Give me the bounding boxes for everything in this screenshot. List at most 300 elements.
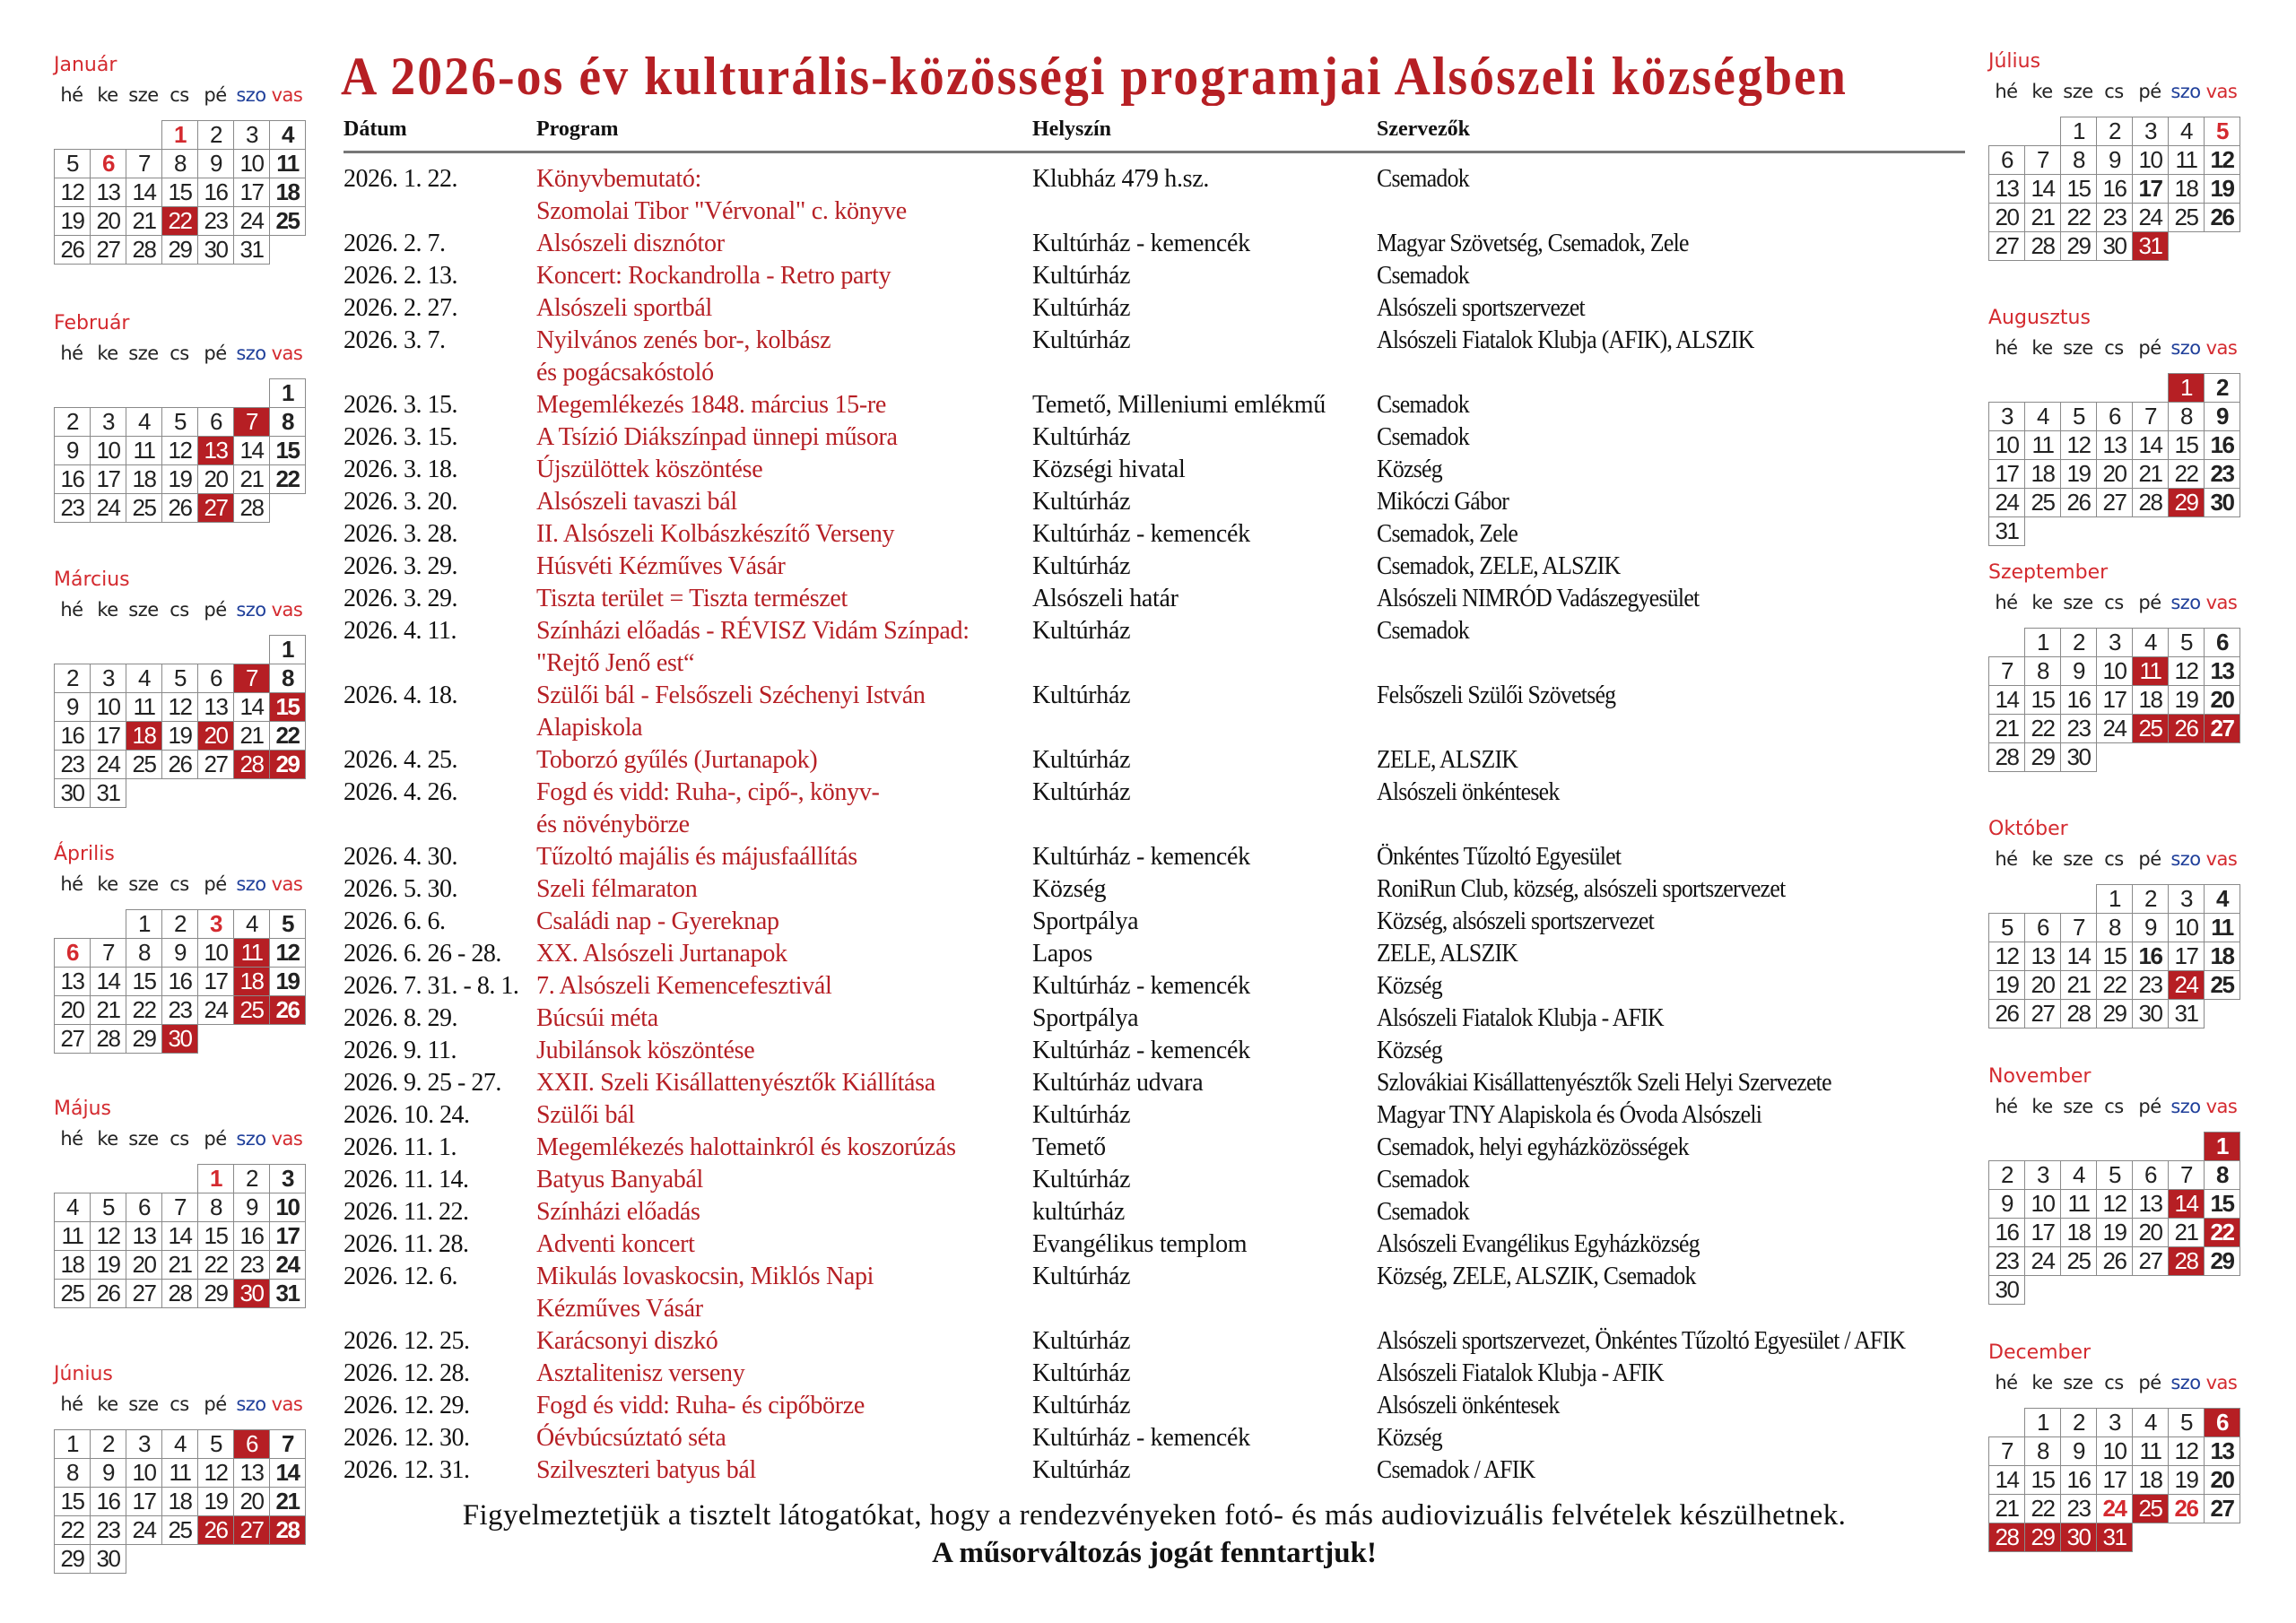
calendar-day: 2 bbox=[90, 1429, 126, 1459]
calendar-day: 12 bbox=[2168, 1436, 2205, 1466]
calendar-day: 21 bbox=[269, 1487, 306, 1516]
weekday-label: ke bbox=[2031, 337, 2053, 359]
calendar-day: 27 bbox=[1988, 231, 2025, 261]
weekday-label: pé bbox=[2138, 81, 2161, 102]
weekday-label: szo bbox=[2170, 1096, 2201, 1117]
calendar-day: 3 bbox=[233, 120, 270, 150]
event-date: 2026. 12. 6. bbox=[344, 1263, 457, 1290]
calendar-day: 20 bbox=[90, 206, 126, 236]
event-place: Kultúrház bbox=[1032, 1392, 1131, 1419]
event-organizers: Község, ZELE, ALSZIK, Csemadok bbox=[1377, 1263, 1696, 1290]
calendar-day: 25 bbox=[2024, 488, 2061, 517]
event-program: Színházi előadás - RÉVISZ Vidám Színpad: "Rejtő Jenő est“ bbox=[536, 617, 970, 677]
event-organizers: Alsószeli sportszervezet bbox=[1377, 294, 1585, 322]
calendar-day: 10 bbox=[90, 436, 126, 465]
calendar-day: 21 bbox=[2168, 1218, 2205, 1247]
calendar-day: 23 bbox=[54, 750, 91, 779]
day-grid bbox=[1988, 1132, 2257, 1304]
event-organizers: Csemadok bbox=[1377, 262, 1469, 290]
event-program: Nyilvános zenés bor-, kolbász és pogácsakóstoló bbox=[536, 326, 831, 386]
weekday-label: vas bbox=[2205, 1372, 2238, 1393]
event-organizers: ZELE, ALSZIK bbox=[1377, 746, 1518, 774]
calendar-day: 3 bbox=[90, 664, 126, 693]
weekday-label: sze bbox=[2063, 337, 2093, 359]
event-date: 2026. 6. 6. bbox=[344, 907, 446, 935]
weekday-label: sze bbox=[128, 873, 159, 895]
empty-cell bbox=[1988, 117, 2025, 146]
weekday-header bbox=[54, 341, 307, 366]
table-row bbox=[344, 1358, 1985, 1390]
day-grid bbox=[1988, 1408, 2257, 1551]
weekday-label: hé bbox=[60, 873, 83, 895]
calendar-day: 31 bbox=[1988, 516, 2025, 546]
calendar-day: 2 bbox=[2132, 884, 2169, 914]
calendar-day: 11 bbox=[2060, 1189, 2097, 1219]
calendar-day: 22 bbox=[269, 464, 306, 494]
calendar-day: 19 bbox=[269, 967, 306, 996]
day-grid bbox=[54, 120, 323, 264]
calendar-day: 13 bbox=[2096, 430, 2133, 460]
day-grid bbox=[1988, 373, 2257, 545]
calendar-day: 10 bbox=[2096, 656, 2133, 686]
calendar-day: 12 bbox=[2204, 145, 2240, 175]
event-program: XXII. Szeli Kisállattenyésztők Kiállítása bbox=[536, 1069, 935, 1097]
event-place: Kultúrház bbox=[1032, 1359, 1131, 1387]
table-row bbox=[344, 454, 1985, 486]
event-date: 2026. 12. 28. bbox=[344, 1359, 470, 1387]
calendar-day: 21 bbox=[233, 464, 270, 494]
calendar-day: 3 bbox=[2096, 628, 2133, 657]
table-row bbox=[344, 518, 1985, 551]
event-day: 26 bbox=[197, 1515, 234, 1545]
calendar-day: 7 bbox=[161, 1193, 198, 1222]
calendar-day: 20 bbox=[2204, 1465, 2240, 1495]
weekday-header bbox=[54, 872, 307, 897]
event-program: Koncert: Rockandrolla - Retro party bbox=[536, 262, 891, 290]
calendar-day: 27 bbox=[2204, 1494, 2240, 1523]
calendar-day: 31 bbox=[269, 1279, 306, 1308]
calendar-day: 17 bbox=[1988, 459, 2025, 489]
calendar-day: 30 bbox=[197, 235, 234, 265]
calendar-day: 24 bbox=[126, 1515, 162, 1545]
calendar-day: 25 bbox=[126, 493, 162, 523]
calendar-day: 6 bbox=[90, 149, 126, 178]
calendar-day: 10 bbox=[2132, 145, 2169, 175]
calendar-day: 16 bbox=[54, 464, 91, 494]
event-program: XX. Alsószeli Jurtanapok bbox=[536, 940, 787, 968]
event-organizers: Csemadok bbox=[1377, 165, 1469, 193]
calendar-day: 15 bbox=[2168, 430, 2205, 460]
event-date: 2026. 3. 15. bbox=[344, 423, 457, 451]
event-program: Adventi koncert bbox=[536, 1230, 695, 1258]
weekday-label: szo bbox=[236, 343, 266, 364]
month-name: Március bbox=[54, 568, 130, 591]
event-day: 30 bbox=[2060, 1523, 2097, 1552]
table-header bbox=[344, 115, 1965, 153]
calendar-day: 2 bbox=[2060, 1408, 2097, 1437]
event-date: 2026. 12. 29. bbox=[344, 1392, 470, 1419]
table-row bbox=[344, 1454, 1985, 1487]
calendar-day: 22 bbox=[2060, 203, 2097, 232]
weekday-header bbox=[1988, 846, 2241, 872]
weekday-label: vas bbox=[271, 84, 303, 106]
empty-cell bbox=[90, 378, 126, 408]
weekday-label: cs bbox=[2104, 1096, 2124, 1117]
calendar-day: 28 bbox=[2024, 231, 2061, 261]
day-grid bbox=[1988, 628, 2257, 771]
calendar-day: 10 bbox=[233, 149, 270, 178]
empty-cell bbox=[2024, 884, 2061, 914]
weekday-label: vas bbox=[2205, 592, 2238, 613]
event-place: Kultúrház bbox=[1032, 262, 1131, 290]
event-organizers: RoniRun Club, község, alsószeli sportszervezet bbox=[1377, 875, 1786, 903]
calendar-day: 15 bbox=[197, 1221, 234, 1251]
table-row bbox=[344, 938, 1985, 970]
calendar-day: 17 bbox=[90, 464, 126, 494]
event-day: 26 bbox=[269, 995, 306, 1025]
table-row bbox=[344, 615, 1985, 680]
weekday-label: hé bbox=[1995, 1096, 2018, 1117]
day-grid bbox=[1988, 117, 2257, 260]
calendar-day: 14 bbox=[90, 967, 126, 996]
calendar-day: 18 bbox=[2132, 685, 2169, 715]
calendar-day: 12 bbox=[90, 1221, 126, 1251]
calendar-day: 29 bbox=[2060, 231, 2097, 261]
month-calendar bbox=[54, 843, 323, 1053]
weekday-label: ke bbox=[2031, 592, 2053, 613]
calendar-day: 12 bbox=[2168, 656, 2205, 686]
calendar-day: 20 bbox=[2024, 970, 2061, 1000]
calendar-day: 22 bbox=[126, 995, 162, 1025]
calendar-day: 10 bbox=[269, 1193, 306, 1222]
calendar-day: 29 bbox=[2204, 1246, 2240, 1276]
table-row bbox=[344, 1422, 1985, 1454]
weekday-label: vas bbox=[2205, 848, 2238, 870]
table-row bbox=[344, 486, 1985, 518]
empty-cell bbox=[90, 635, 126, 664]
empty-cell bbox=[54, 1164, 91, 1193]
calendar-day: 4 bbox=[126, 664, 162, 693]
event-date: 2026. 2. 27. bbox=[344, 294, 457, 322]
event-place: Temető, Milleniumi emlékmű bbox=[1032, 391, 1326, 419]
weekday-label: sze bbox=[2063, 1096, 2093, 1117]
event-place: Községi hivatal bbox=[1032, 456, 1186, 483]
empty-cell bbox=[197, 378, 234, 408]
event-date: 2026. 2. 13. bbox=[344, 262, 457, 290]
event-day: 1 bbox=[2168, 373, 2205, 403]
calendar-day: 20 bbox=[2204, 685, 2240, 715]
calendar-day: 26 bbox=[1988, 999, 2025, 1028]
calendar-day: 24 bbox=[90, 493, 126, 523]
event-day: 30 bbox=[161, 1024, 198, 1054]
calendar-day: 12 bbox=[1988, 942, 2025, 971]
event-organizers: Szlovákiai Kisállattenyésztők Szeli Helyi Szervezete bbox=[1377, 1069, 1831, 1097]
calendar-day: 26 bbox=[2168, 1494, 2205, 1523]
calendar-day: 24 bbox=[269, 1250, 306, 1280]
weekday-label: vas bbox=[271, 1393, 303, 1415]
weekday-label: szo bbox=[236, 1128, 266, 1150]
calendar-day: 13 bbox=[126, 1221, 162, 1251]
event-organizers: Csemadok bbox=[1377, 1166, 1469, 1193]
month-calendar bbox=[54, 312, 323, 522]
empty-cell bbox=[90, 909, 126, 939]
event-program: II. Alsószeli Kolbászkészítő Verseny bbox=[536, 520, 895, 548]
calendar-day: 23 bbox=[1988, 1246, 2025, 1276]
weekday-label: sze bbox=[128, 1393, 159, 1415]
weekday-label: szo bbox=[236, 599, 266, 621]
calendar-day: 15 bbox=[54, 1487, 91, 1516]
calendar-day: 13 bbox=[2204, 656, 2240, 686]
event-organizers: Csemadok, Zele bbox=[1377, 520, 1518, 548]
weekday-label: hé bbox=[60, 1128, 83, 1150]
weekday-label: ke bbox=[2031, 81, 2053, 102]
event-place: Kultúrház bbox=[1032, 617, 1131, 645]
table-row bbox=[344, 1002, 1985, 1035]
event-place: Kultúrház bbox=[1032, 552, 1131, 580]
event-place: Kultúrház bbox=[1032, 1456, 1131, 1484]
calendar-day: 10 bbox=[2168, 913, 2205, 942]
calendar-day: 13 bbox=[233, 1458, 270, 1488]
calendar-day: 30 bbox=[90, 1544, 126, 1574]
calendar-day: 5 bbox=[269, 909, 306, 939]
calendar-day: 17 bbox=[233, 178, 270, 207]
empty-cell bbox=[161, 635, 198, 664]
event-organizers: Község bbox=[1377, 972, 1442, 1000]
weekday-label: ke bbox=[97, 1393, 118, 1415]
weekday-label: vas bbox=[271, 1128, 303, 1150]
calendar-day: 29 bbox=[161, 235, 198, 265]
calendar-day: 25 bbox=[54, 1279, 91, 1308]
empty-cell bbox=[2024, 373, 2061, 403]
calendar-day: 20 bbox=[2132, 1218, 2169, 1247]
month-name: Május bbox=[54, 1098, 111, 1120]
event-day: 15 bbox=[269, 692, 306, 722]
weekday-label: cs bbox=[170, 343, 189, 364]
calendar-day: 19 bbox=[161, 721, 198, 751]
event-day: 1 bbox=[2204, 1132, 2240, 1161]
change-reservation-notice: A műsorváltozás jogát fenntartjuk! bbox=[932, 1537, 1377, 1569]
calendar-day: 29 bbox=[54, 1544, 91, 1574]
calendar-day: 19 bbox=[197, 1487, 234, 1516]
empty-cell bbox=[1988, 373, 2025, 403]
table-row bbox=[344, 228, 1985, 260]
header-organizers: Szervezők bbox=[1377, 117, 1470, 141]
weekday-label: cs bbox=[170, 1393, 189, 1415]
calendar-day: 9 bbox=[54, 436, 91, 465]
calendar-day: 17 bbox=[2096, 685, 2133, 715]
event-date: 2026. 10. 24. bbox=[344, 1101, 470, 1129]
weekday-header bbox=[1988, 590, 2241, 615]
weekday-label: cs bbox=[170, 1128, 189, 1150]
event-date: 2026. 4. 18. bbox=[344, 681, 457, 709]
calendar-day: 7 bbox=[126, 149, 162, 178]
event-day: 28 bbox=[233, 750, 270, 779]
weekday-label: ke bbox=[97, 599, 118, 621]
event-place: Község bbox=[1032, 875, 1107, 903]
calendar-day: 4 bbox=[2024, 402, 2061, 431]
calendar-day: 23 bbox=[233, 1250, 270, 1280]
event-place: Kultúrház - kemencék bbox=[1032, 520, 1250, 548]
calendar-day: 9 bbox=[54, 692, 91, 722]
calendar-day: 13 bbox=[197, 692, 234, 722]
weekday-label: hé bbox=[60, 343, 83, 364]
calendar-day: 11 bbox=[2204, 913, 2240, 942]
weekday-label: vas bbox=[271, 873, 303, 895]
event-organizers: Önkéntes Tűzoltó Egyesület bbox=[1377, 843, 1622, 871]
calendar-day: 28 bbox=[2060, 999, 2097, 1028]
event-program: Mikulás lovaskocsin, Miklós Napi Kézműves Vásár bbox=[536, 1263, 874, 1323]
calendar-day: 27 bbox=[197, 750, 234, 779]
calendar-day: 2 bbox=[2060, 628, 2097, 657]
event-day: 27 bbox=[233, 1515, 270, 1545]
calendar-day: 24 bbox=[2096, 714, 2133, 743]
event-place: Kultúrház - kemencék bbox=[1032, 972, 1250, 1000]
event-date: 2026. 5. 30. bbox=[344, 875, 457, 903]
weekday-label: hé bbox=[1995, 337, 2018, 359]
calendar-day: 12 bbox=[161, 692, 198, 722]
calendar-day: 10 bbox=[2024, 1189, 2061, 1219]
calendar-day: 2 bbox=[161, 909, 198, 939]
table-row bbox=[344, 841, 1985, 873]
day-grid bbox=[54, 378, 323, 522]
empty-cell bbox=[126, 120, 162, 150]
weekday-label: ke bbox=[97, 1128, 118, 1150]
calendar-day: 5 bbox=[2204, 117, 2240, 146]
calendar-day: 24 bbox=[2096, 1494, 2133, 1523]
table-row bbox=[344, 389, 1985, 421]
event-day: 18 bbox=[233, 967, 270, 996]
event-program: Batyus Banyabál bbox=[536, 1166, 704, 1193]
event-place: Kultúrház - kemencék bbox=[1032, 1424, 1250, 1452]
event-program: Szülői bál bbox=[536, 1101, 635, 1129]
calendar-day: 10 bbox=[197, 938, 234, 968]
calendar-day: 20 bbox=[233, 1487, 270, 1516]
calendar-day: 2 bbox=[233, 1164, 270, 1193]
calendar-day: 7 bbox=[2132, 402, 2169, 431]
calendar-day: 6 bbox=[2096, 402, 2133, 431]
calendar-day: 23 bbox=[90, 1515, 126, 1545]
calendar-day: 6 bbox=[54, 938, 91, 968]
event-program: Újszülöttek köszöntése bbox=[536, 456, 763, 483]
calendar-day: 15 bbox=[2024, 1465, 2061, 1495]
empty-cell bbox=[2096, 373, 2133, 403]
table-row bbox=[344, 1228, 1985, 1261]
table-row bbox=[344, 292, 1985, 325]
weekday-label: szo bbox=[2170, 848, 2201, 870]
calendar-day: 18 bbox=[54, 1250, 91, 1280]
calendar-day: 17 bbox=[90, 721, 126, 751]
weekday-header bbox=[1988, 79, 2241, 104]
event-program: Megemlékezés halottainkról és koszorúzás bbox=[536, 1133, 956, 1161]
weekday-label: szo bbox=[2170, 1372, 2201, 1393]
event-place: Kultúrház bbox=[1032, 778, 1131, 806]
event-organizers: Alsószeli Fiatalok Klubja (AFIK), ALSZIK bbox=[1377, 326, 1754, 354]
weekday-label: pé bbox=[2138, 592, 2161, 613]
calendar-day: 27 bbox=[126, 1279, 162, 1308]
calendar-day: 25 bbox=[161, 1515, 198, 1545]
weekday-label: vas bbox=[2205, 81, 2238, 102]
calendar-day: 19 bbox=[2168, 1465, 2205, 1495]
calendar-day: 22 bbox=[269, 721, 306, 751]
calendar-day: 9 bbox=[2096, 145, 2133, 175]
month-calendar bbox=[1988, 818, 2257, 1028]
event-place: Kultúrház - kemencék bbox=[1032, 1037, 1250, 1064]
calendar-day: 12 bbox=[54, 178, 91, 207]
event-day: 28 bbox=[2168, 1246, 2205, 1276]
calendar-day: 26 bbox=[54, 235, 91, 265]
calendar-day: 21 bbox=[126, 206, 162, 236]
calendar-day: 23 bbox=[2060, 1494, 2097, 1523]
calendar-day: 14 bbox=[2060, 942, 2097, 971]
event-organizers: Alsószeli Fiatalok Klubja - AFIK bbox=[1377, 1004, 1664, 1032]
calendar-day: 25 bbox=[269, 206, 306, 236]
table-row bbox=[344, 1390, 1985, 1422]
calendar-day: 13 bbox=[2132, 1189, 2169, 1219]
calendar-day: 26 bbox=[161, 750, 198, 779]
month-name: Április bbox=[54, 843, 115, 865]
event-organizers: Alsószeli sportszervezet, Önkéntes Tűzoltó Egyesület / AFIK bbox=[1377, 1327, 1906, 1355]
calendar-day: 23 bbox=[2204, 459, 2240, 489]
event-date: 2026. 3. 29. bbox=[344, 585, 457, 612]
calendar-day: 22 bbox=[54, 1515, 91, 1545]
empty-cell bbox=[2096, 1132, 2133, 1161]
calendar-day: 30 bbox=[2096, 231, 2133, 261]
event-place: Alsószeli határ bbox=[1032, 585, 1178, 612]
event-program: Húsvéti Kézműves Vásár bbox=[536, 552, 786, 580]
weekday-label: szo bbox=[2170, 337, 2201, 359]
weekday-label: pé bbox=[2138, 1096, 2161, 1117]
event-place: Kultúrház bbox=[1032, 746, 1131, 774]
calendar-day: 20 bbox=[2096, 459, 2133, 489]
calendar-day: 1 bbox=[269, 378, 306, 408]
event-organizers: Magyar TNY Alapiskola és Óvoda Alsószeli bbox=[1377, 1101, 1762, 1129]
event-organizers: Felsőszeli Szülői Szövetség bbox=[1377, 681, 1616, 709]
calendar-day: 2 bbox=[54, 407, 91, 437]
calendar-day: 15 bbox=[269, 436, 306, 465]
calendar-day: 4 bbox=[126, 407, 162, 437]
weekday-label: pé bbox=[204, 84, 227, 106]
calendar-day: 13 bbox=[1988, 174, 2025, 204]
empty-cell bbox=[197, 635, 234, 664]
calendar-day: 14 bbox=[2132, 430, 2169, 460]
calendar-day: 23 bbox=[2132, 970, 2169, 1000]
month-name: Június bbox=[54, 1363, 113, 1385]
event-place: Kultúrház bbox=[1032, 1327, 1131, 1355]
event-program: Szeli félmaraton bbox=[536, 875, 698, 903]
event-place: Kultúrház bbox=[1032, 1101, 1131, 1129]
weekday-label: szo bbox=[236, 1393, 266, 1415]
calendar-day: 16 bbox=[2060, 1465, 2097, 1495]
weekday-label: szo bbox=[2170, 592, 2201, 613]
event-program: Tiszta terület = Tiszta természet bbox=[536, 585, 848, 612]
event-day: 31 bbox=[2132, 231, 2169, 261]
calendar-day: 17 bbox=[2132, 174, 2169, 204]
calendar-day: 14 bbox=[269, 1458, 306, 1488]
event-date: 2026. 4. 30. bbox=[344, 843, 457, 871]
table-row bbox=[344, 583, 1985, 615]
event-place: Klubház 479 h.sz. bbox=[1032, 165, 1210, 193]
calendar-day: 29 bbox=[2024, 742, 2061, 772]
calendar-day: 9 bbox=[90, 1458, 126, 1488]
event-program: Karácsonyi diszkó bbox=[536, 1327, 718, 1355]
calendar-day: 4 bbox=[2132, 628, 2169, 657]
calendar-day: 23 bbox=[2096, 203, 2133, 232]
calendar-day: 11 bbox=[161, 1458, 198, 1488]
calendar-day: 8 bbox=[2024, 656, 2061, 686]
calendar-day: 16 bbox=[90, 1487, 126, 1516]
event-date: 2026. 4. 26. bbox=[344, 778, 457, 806]
calendar-day: 10 bbox=[1988, 430, 2025, 460]
